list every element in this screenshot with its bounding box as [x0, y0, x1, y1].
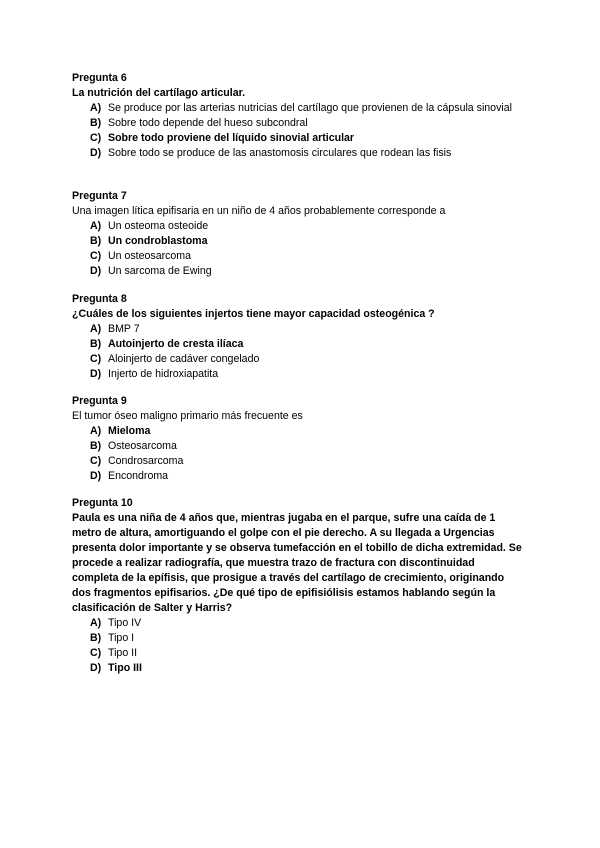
- question-7: [72, 189, 522, 279]
- option-letter: B): [90, 235, 102, 247]
- option-text: Un osteoma osteoide: [108, 220, 209, 232]
- question-stem: Paula es una niña de 4 años que, mientras jugaba en el parque, sufre una caída de 1 metro de altura, amortiguando el golpe con el pie derecho. A su llegada a Urgencias presenta dolor importante y se observa tumefacción en el tobillo de dicha extremidad. Se procede a realizar radiografía, que muestra trazo de fractura con discontinuidad completa de la epífisis, que prosigue a través del cartílago de crecimiento, originando dos fragmentos epifisarios. ¿De qué tipo de epifisiólisis estamos hablando según la clasificación de Salter y Harris?: [72, 512, 522, 614]
- option-text: BMP 7: [108, 323, 140, 335]
- option-c: [72, 454, 522, 469]
- option-d: [72, 661, 522, 676]
- option-b: [72, 631, 522, 646]
- option-text: Un condroblastoma: [108, 235, 208, 247]
- option-text: Tipo III: [108, 662, 142, 674]
- question-title: Pregunta 10: [72, 497, 133, 509]
- option-d: [72, 367, 522, 382]
- option-text: Tipo IV: [108, 617, 142, 629]
- question-title: Pregunta 9: [72, 395, 127, 407]
- option-letter: A): [90, 323, 102, 335]
- option-text: Encondroma: [108, 470, 169, 482]
- question-title: Pregunta 7: [72, 190, 127, 202]
- question-8: [72, 292, 522, 382]
- option-a: [72, 616, 522, 631]
- option-letter: A): [90, 220, 102, 232]
- option-text: Un sarcoma de Ewing: [108, 265, 212, 277]
- option-letter: C): [90, 455, 102, 467]
- option-text: Tipo II: [108, 647, 138, 659]
- option-a: [72, 322, 522, 337]
- option-letter: D): [90, 470, 102, 482]
- option-c: [72, 131, 522, 146]
- option-text: Sobre todo proviene del líquido sinovial articular: [108, 132, 355, 144]
- option-letter: C): [90, 353, 102, 365]
- option-d: [72, 264, 522, 279]
- option-letter: A): [90, 425, 102, 437]
- option-letter: B): [90, 440, 102, 452]
- option-a: [72, 101, 522, 116]
- option-letter: D): [90, 265, 102, 277]
- option-text: Mieloma: [108, 425, 151, 437]
- option-c: [72, 646, 522, 661]
- question-10: [72, 496, 522, 676]
- option-text: Un osteosarcoma: [108, 250, 192, 262]
- option-text: Sobre todo se produce de las anastomosis circulares que rodean las fisis: [108, 147, 452, 159]
- option-letter: B): [90, 338, 102, 350]
- question-6: [72, 71, 522, 161]
- question-stem: La nutrición del cartílago articular.: [72, 87, 246, 99]
- option-letter: C): [90, 132, 102, 144]
- option-letter: C): [90, 647, 102, 659]
- option-letter: A): [90, 617, 102, 629]
- option-c: [72, 352, 522, 367]
- option-text: Osteosarcoma: [108, 440, 177, 452]
- option-letter: A): [90, 102, 102, 114]
- option-b: [72, 116, 522, 131]
- option-letter: B): [90, 632, 102, 644]
- option-letter: D): [90, 368, 102, 380]
- question-9: [72, 394, 522, 484]
- option-text: Condrosarcoma: [108, 455, 184, 467]
- option-text: Tipo I: [108, 632, 135, 644]
- option-text: Injerto de hidroxiapatita: [108, 368, 219, 380]
- option-text: Aloinjerto de cadáver congelado: [108, 353, 260, 365]
- option-letter: D): [90, 147, 102, 159]
- option-letter: B): [90, 117, 102, 129]
- question-title: Pregunta 8: [72, 293, 127, 305]
- option-b: [72, 439, 522, 454]
- option-text: Sobre todo depende del hueso subcondral: [108, 117, 308, 129]
- option-a: [72, 219, 522, 234]
- option-c: [72, 249, 522, 264]
- question-title: Pregunta 6: [72, 72, 127, 84]
- option-text: Se produce por las arterias nutricias del cartílago que provienen de la cápsula sinovial: [108, 102, 512, 114]
- option-d: [72, 146, 522, 161]
- option-b: [72, 337, 522, 352]
- question-stem: El tumor óseo maligno primario más frecuente es: [72, 410, 303, 422]
- option-letter: D): [90, 662, 102, 674]
- option-d: [72, 469, 522, 484]
- option-b: [72, 234, 522, 249]
- option-a: [72, 424, 522, 439]
- option-text: Autoinjerto de cresta ilíaca: [108, 338, 244, 350]
- question-stem: ¿Cuáles de los siguientes injertos tiene mayor capacidad osteogénica ?: [72, 308, 435, 320]
- question-stem: Una imagen lítica epifisaria en un niño de 4 años probablemente corresponde a: [72, 205, 446, 217]
- option-letter: C): [90, 250, 102, 262]
